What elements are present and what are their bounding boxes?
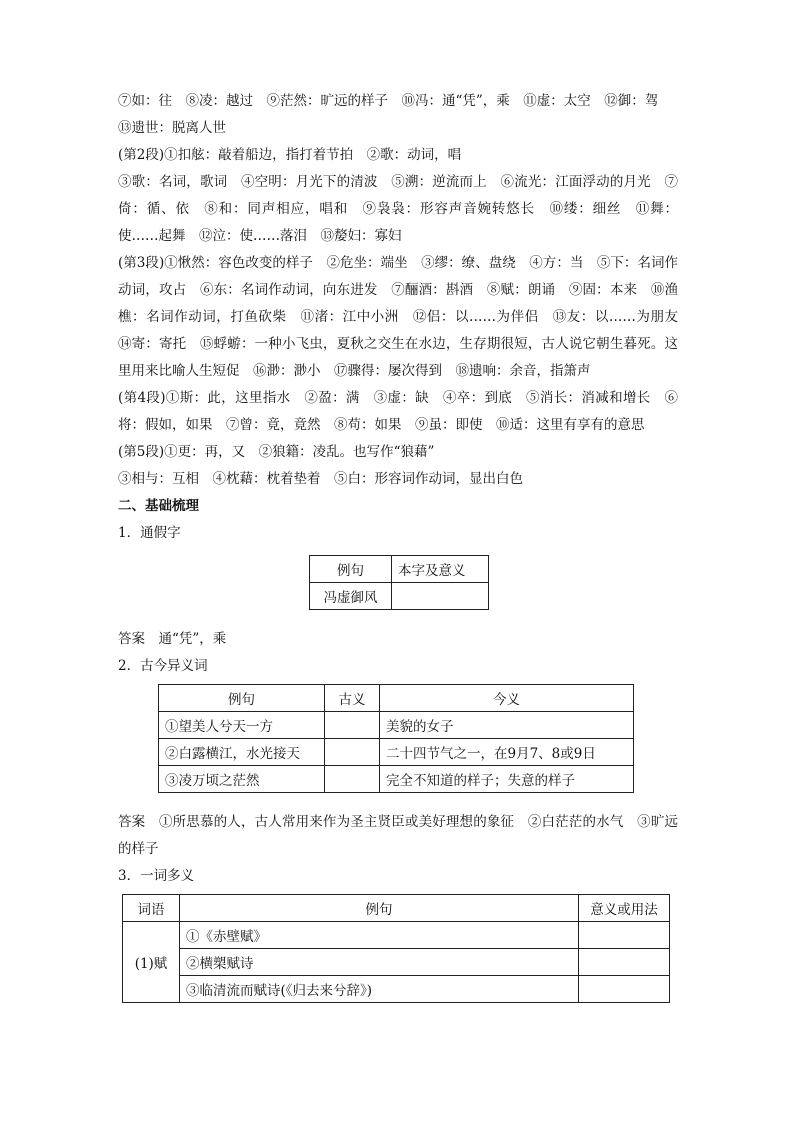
note-paragraph: ③歌：名词，歌词 ④空明：月光下的清波 ⑤溯：逆流而上 ⑥流光：江面浮动的月光 ⑦倚：循、依 ⑧和：同声相应，唱和 ⑨袅袅：形容声音婉转悠长 ⑩缕：细丝 ⑪舞：使……起舞 ⑫泣：使……落泪 ⑬嫠妇：寡妇	[118, 174, 678, 244]
subsection-title: 3．一词多义	[118, 868, 195, 884]
table-cell: ③凌万顷之茫然	[159, 766, 325, 793]
gujin-table	[158, 684, 634, 793]
section-heading: 二、基础梳理	[118, 498, 199, 514]
table-header: 词语	[123, 895, 180, 922]
table-cell	[579, 922, 670, 949]
note-paragraph: (第3段)①愀然：容色改变的样子 ②危坐：端坐 ③缪：缭、盘绕 ④方：当 ⑤下：名词作动词，攻占 ⑥东：名词作动词，向东进发 ⑦酾酒：斟酒 ⑧赋：朗诵 ⑨固：本来 ⑩渔樵：名词作动词，打鱼砍柴 ⑪渚：江中小洲 ⑫侣：以……为伴侣 ⑬友：以……为朋友 ⑭寄：寄托 ⑮蜉蝣：一种小飞虫，夏秋之交生在水边，生存期很短，古人说它朝生暮死。这里用来比喻人生短促 ⑯渺：渺小 ⑰骤得：屡次得到 ⑱遗响：余音，指箫声	[118, 255, 692, 379]
table-header-row	[159, 685, 634, 712]
yici-duoyi-table	[122, 894, 670, 1003]
subsection-title: 2．古今异义词	[118, 658, 208, 674]
table-cell: ③临清流而赋诗(《归去来兮辞》)	[180, 976, 579, 1003]
table-row	[123, 949, 670, 976]
table-cell	[392, 583, 489, 610]
table-header-row	[310, 556, 489, 583]
document-page	[118, 88, 692, 1003]
table-row	[123, 976, 670, 1003]
table-header: 意义或用法	[579, 895, 670, 922]
table-header: 古义	[325, 685, 380, 712]
table-header: 例句	[180, 895, 579, 922]
word-cell: (1)赋	[123, 922, 180, 1003]
table-cell	[579, 976, 670, 1003]
table-header: 今义	[380, 685, 634, 712]
table-cell: 冯虚御风	[310, 583, 392, 610]
table-cell: 二十四节气之一，在9月7、8或9日	[380, 739, 634, 766]
table-cell: ①《赤壁赋》	[180, 922, 579, 949]
table-cell	[579, 949, 670, 976]
table-header: 本字及意义	[392, 556, 489, 583]
note-paragraph: ③相与：互相 ④枕藉：枕着垫着 ⑤白：形容词作动词，显出白色	[118, 471, 523, 487]
note-line: ⑬遗世：脱离人世	[118, 120, 226, 136]
answer-text: 答案 通“凭”，乘	[118, 631, 227, 647]
table-header: 例句	[159, 685, 325, 712]
table-row	[159, 739, 634, 766]
table-cell: 美貌的女子	[380, 712, 634, 739]
table-header-row	[123, 895, 670, 922]
note-line: ⑦如：往 ⑧凌：越过 ⑨茫然：旷远的样子 ⑩冯：通“凭”，乘 ⑪虚：太空 ⑫御：驾	[118, 93, 659, 109]
subsection-title: 1．通假字	[118, 525, 181, 541]
answer-text: 答案 ①所思慕的人，古人常用来作为圣主贤臣或美好理想的象征 ②白茫茫的水气 ③旷远的样子	[118, 814, 678, 857]
table-cell: 完全不知道的样子；失意的样子	[380, 766, 634, 793]
table-row	[123, 922, 670, 949]
tongjia-table	[309, 555, 489, 610]
table-cell: ①望美人兮天一方	[159, 712, 325, 739]
table-row	[310, 583, 489, 610]
table-cell: ②白露横江，水光接天	[159, 739, 325, 766]
table-row	[159, 766, 634, 793]
note-paragraph: (第5段)①更：再，又 ②狼籍：凌乱。也写作“狼藉”	[118, 444, 435, 460]
note-paragraph: (第2段)①扣舷：敲着船边，指打着节拍 ②歌：动词，唱	[118, 147, 462, 163]
table-cell: ②横槊赋诗	[180, 949, 579, 976]
table-header: 例句	[310, 556, 392, 583]
table-cell	[325, 766, 380, 793]
table-row	[159, 712, 634, 739]
note-paragraph: (第4段)①斯：此，这里指水 ②盈：满 ③虚：缺 ④卒：到底 ⑤消长：消减和增长 ⑥将：假如，如果 ⑦曾：竟，竟然 ⑧苟：如果 ⑨虽：即使 ⑩适：这里有享有的意思	[118, 390, 678, 433]
table-cell	[325, 739, 380, 766]
table-cell	[325, 712, 380, 739]
